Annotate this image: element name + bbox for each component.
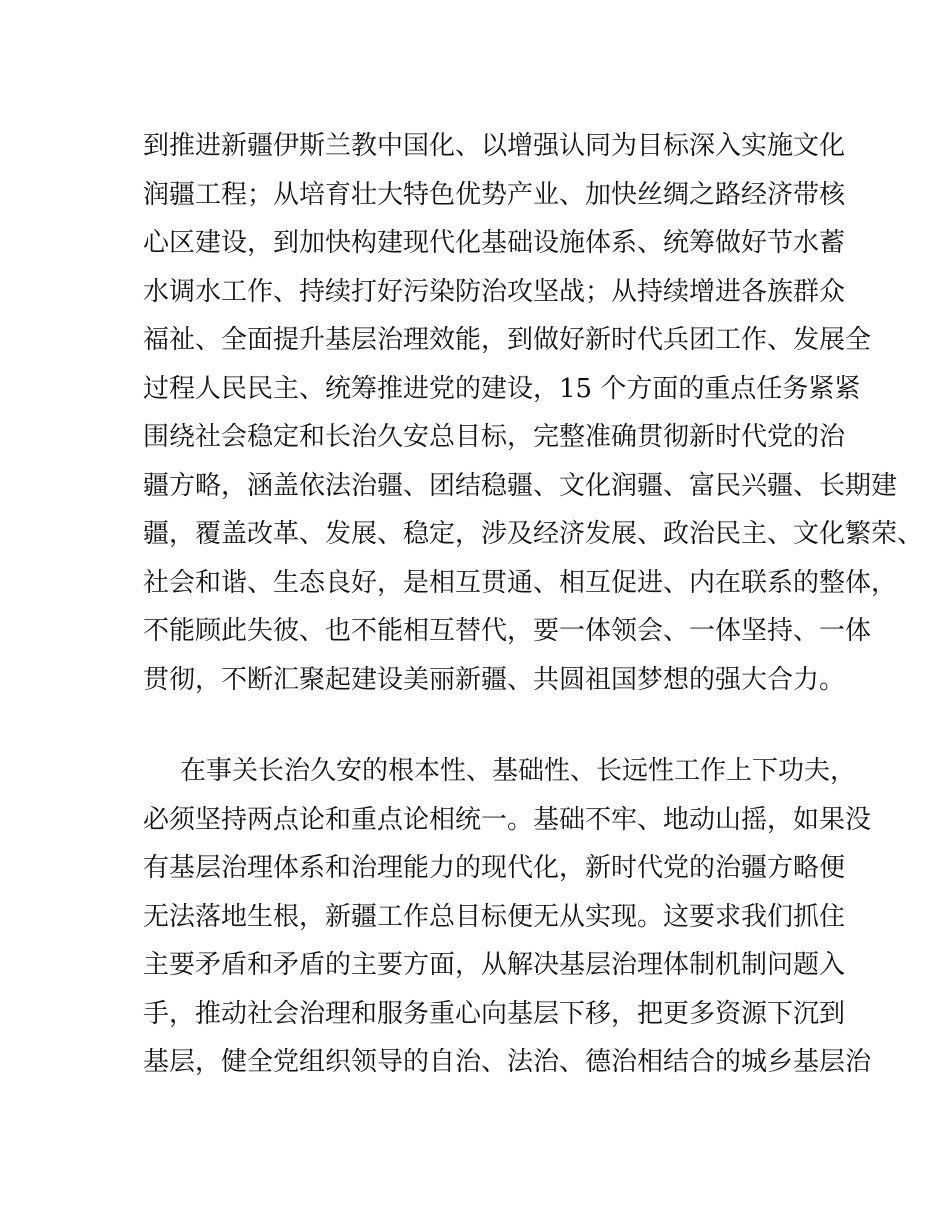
text-line: 基层，健全党组织领导的自治、法治、德治相结合的城乡基层治 [143, 1047, 872, 1077]
text-line: 在事关长治久安的根本性、基础性、长远性工作上下功夫， [180, 756, 857, 786]
text-line: 围绕社会稳定和长治久安总目标，完整准确贯彻新时代党的治 [143, 422, 846, 452]
text-line: 福祉、全面提升基层治理效能，到做好新时代兵团工作、发展全 [143, 325, 872, 355]
text-line: 不能顾此失彼、也不能相互替代，要一体领会、一体坚持、一体 [143, 616, 872, 646]
text-line: 手，推动社会治理和服务重心向基层下移，把更多资源下沉到 [143, 998, 846, 1029]
text-line: 贯彻，不断汇聚起建设美丽新疆、共圆祖国梦想的强大合力。 [143, 664, 846, 695]
document-body [143, 122, 924, 1087]
text-line: 无法落地生根，新疆工作总目标便无从实现。这要求我们抓住 [143, 901, 846, 932]
text-line: 水调水工作、持续打好污染防治攻坚战；从持续增进各族群众 [143, 276, 846, 307]
text-line: 疆方略，涵盖依法治疆、团结稳疆、文化润疆、富民兴疆、长期建 [143, 470, 898, 501]
paragraph-1 [143, 122, 924, 704]
text-line: 有基层治理体系和治理能力的现代化，新时代党的治疆方略便 [143, 853, 846, 883]
text-line: 社会和谐、生态良好，是相互贯通、相互促进、内在联系的整体， [143, 567, 898, 598]
text-line: 主要矛盾和矛盾的主要方面，从解决基层治理体制机制问题入 [143, 950, 846, 980]
paragraph-2 [143, 747, 872, 1087]
text-line: 过程人民民主、统筹推进党的建设，15 个方面的重点任务紧紧 [143, 373, 861, 404]
paragraph-spacer [143, 704, 823, 747]
text-line: 润疆工程；从培育壮大特色优势产业、加快丝绸之路经济带核 [143, 179, 846, 210]
text-line: 疆，覆盖改革、发展、稳定，涉及经济发展、政治民主、文化繁荣、 [143, 519, 924, 549]
text-line: 必须坚持两点论和重点论相统一。基础不牢、地动山摇，如果没 [143, 804, 872, 835]
text-line: 到推进新疆伊斯兰教中国化、以增强认同为目标深入实施文化 [143, 131, 846, 161]
text-line: 心区建设，到加快构建现代化基础设施体系、统筹做好节水蓄 [143, 228, 846, 258]
